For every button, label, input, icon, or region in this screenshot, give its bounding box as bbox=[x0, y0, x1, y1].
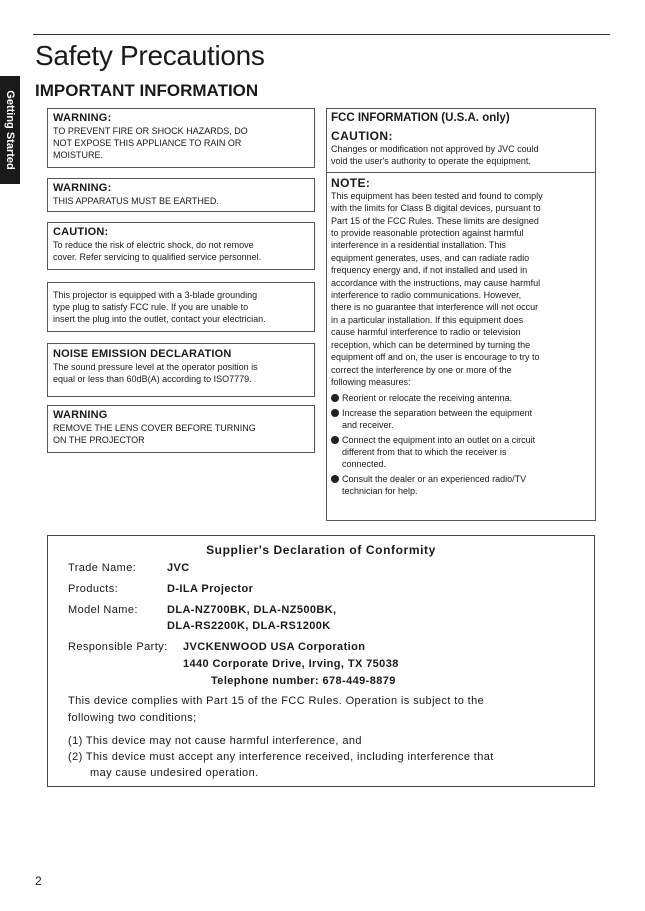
fcc-note-line: accordance with the instructions, may cause harmful bbox=[331, 277, 541, 288]
warning-box-line: NOT EXPOSE THIS APPLIANCE TO RAIN OR bbox=[53, 138, 242, 148]
warning-box-line: REMOVE THE LENS COVER BEFORE TURNING bbox=[53, 423, 256, 433]
supplier-declaration-box bbox=[47, 535, 595, 787]
caution-box-line: To reduce the risk of electric shock, do not remove bbox=[53, 240, 254, 250]
bullet-icon bbox=[331, 409, 339, 417]
model-name-label: Model Name: bbox=[68, 604, 138, 616]
list-item bbox=[331, 392, 591, 404]
fcc-note-line: following measures: bbox=[331, 376, 411, 387]
fcc-title: FCC INFORMATION (U.S.A. only) bbox=[331, 112, 510, 124]
model-name-value: DLA-RS2200K, DLA-RS1200K bbox=[167, 620, 331, 632]
caution-box-line: cover. Refer servicing to qualified service personnel. bbox=[53, 252, 262, 262]
caution-box-heading: CAUTION: bbox=[53, 226, 109, 238]
warning-box-line: THIS APPARATUS MUST BE EARTHED. bbox=[53, 196, 219, 206]
noise-emission-box bbox=[47, 343, 315, 397]
noise-emission-line: equal or less than 60dB(A) according to ISO7779. bbox=[53, 374, 252, 384]
model-name-value: DLA-NZ700BK, DLA-NZ500BK, bbox=[167, 604, 337, 616]
warning-box-heading: WARNING: bbox=[53, 112, 112, 124]
measure-line: technician for help. bbox=[342, 486, 418, 497]
fcc-note-line: to provide reasonable protection against harmful bbox=[331, 228, 524, 239]
noise-emission-line: The sound pressure level at the operator position is bbox=[53, 362, 258, 372]
bullet-icon bbox=[331, 436, 339, 444]
responsible-party-phone: Telephone number: 678-449-8879 bbox=[211, 675, 396, 687]
products-value: D-ILA Projector bbox=[167, 583, 254, 595]
trade-name-label: Trade Name: bbox=[68, 562, 137, 574]
top-rule bbox=[33, 34, 610, 35]
noise-emission-heading: NOISE EMISSION DECLARATION bbox=[53, 348, 232, 360]
responsible-party-label: Responsible Party: bbox=[68, 641, 168, 653]
page-number: 2 bbox=[35, 874, 42, 888]
caution-box-electric-shock bbox=[47, 222, 315, 270]
section-title: IMPORTANT INFORMATION bbox=[35, 81, 259, 100]
measure-line: Connect the equipment into an outlet on a circuit bbox=[342, 434, 536, 445]
grounding-plug-box bbox=[47, 282, 315, 332]
sdoc-title: Supplier's Declaration of Conformity bbox=[206, 543, 436, 557]
compliance-line: This device complies with Part 15 of the FCC Rules. Operation is subject to the bbox=[68, 695, 485, 707]
warning-box-line: ON THE PROJECTOR bbox=[53, 435, 145, 445]
fcc-note-line: equipment off and on, the user is encourage to try to bbox=[331, 352, 540, 363]
fcc-note-line: equipment generates, uses, and can radiate radio bbox=[331, 252, 530, 263]
grounding-plug-line: This projector is equipped with a 3-blade grounding bbox=[53, 290, 258, 300]
warning-box-heading: WARNING bbox=[53, 409, 108, 421]
fcc-caution-line: Changes or modification not approved by JVC could bbox=[331, 144, 539, 154]
measure-line: Reorient or relocate the receiving antenna. bbox=[342, 393, 513, 404]
responsible-party-value: JVCKENWOOD USA Corporation bbox=[183, 641, 366, 653]
warning-box-lens-cover bbox=[47, 405, 315, 453]
grounding-plug-line: insert the plug into the outlet, contact your electrician. bbox=[53, 314, 266, 324]
fcc-note-line: This equipment has been tested and found to comply bbox=[331, 190, 543, 201]
list-item bbox=[331, 473, 591, 498]
fcc-divider bbox=[327, 172, 595, 173]
measure-line: and receiver. bbox=[342, 420, 394, 431]
fcc-note-line: correct the interference by one or more of the bbox=[331, 364, 512, 375]
list-item bbox=[331, 434, 591, 471]
fcc-note-line: with the limits for Class B digital devices, pursuant to bbox=[331, 203, 541, 214]
fcc-measures-list bbox=[331, 392, 591, 497]
measure-line: Consult the dealer or an experienced radio/TV bbox=[342, 473, 527, 484]
fcc-information-box bbox=[326, 108, 596, 521]
condition-line: (2) This device must accept any interference received, including interference that bbox=[68, 751, 494, 763]
bullet-icon bbox=[331, 475, 339, 483]
compliance-line: following two conditions; bbox=[68, 712, 197, 724]
fcc-caution-heading: CAUTION: bbox=[331, 129, 393, 143]
products-label: Products: bbox=[68, 583, 119, 595]
fcc-note-line: there is no guarantee that interference will not occur bbox=[331, 302, 539, 313]
warning-box-fire bbox=[47, 108, 315, 168]
responsible-party-address: 1440 Corporate Drive, Irving, TX 75038 bbox=[183, 658, 399, 670]
grounding-plug-line: type plug to satisfy FCC rule. If you are unable to bbox=[53, 302, 249, 312]
warning-box-line: TO PREVENT FIRE OR SHOCK HAZARDS, DO bbox=[53, 126, 248, 136]
fcc-note-line: Part 15 of the FCC Rules. These limits are designed bbox=[331, 215, 539, 226]
measure-line: different from that to which the receiver is bbox=[342, 446, 507, 457]
warning-box-earthed bbox=[47, 178, 315, 212]
fcc-note-heading: NOTE: bbox=[331, 175, 371, 190]
fcc-note-line: in a particular installation. If this equipment does bbox=[331, 314, 524, 325]
condition-line: may cause undesired operation. bbox=[90, 767, 259, 779]
fcc-note-line: interference to radio communications. However, bbox=[331, 290, 522, 301]
fcc-note-line: interference in a residential installation. This bbox=[331, 240, 506, 251]
fcc-note-line: reception, which can be determined by turning the bbox=[331, 339, 531, 350]
list-item bbox=[331, 407, 591, 432]
fcc-caution-line: void the user's authority to operate the equipment. bbox=[331, 156, 531, 167]
side-tab bbox=[0, 76, 20, 184]
fcc-note-line: cause harmful interference to radio or television bbox=[331, 327, 521, 338]
measure-line: connected. bbox=[342, 459, 387, 470]
trade-name-value: JVC bbox=[167, 562, 190, 574]
bullet-icon bbox=[331, 394, 339, 402]
warning-box-line: MOISTURE. bbox=[53, 150, 104, 160]
condition-line: (1) This device may not cause harmful interference, and bbox=[68, 735, 362, 747]
side-tab-label: Getting Started bbox=[4, 90, 16, 170]
fcc-note-line: frequency energy and, if not installed and used in bbox=[331, 265, 528, 276]
warning-box-heading: WARNING: bbox=[53, 182, 112, 194]
measure-line: Increase the separation between the equipment bbox=[342, 407, 533, 418]
page-title: Safety Precautions bbox=[35, 40, 265, 71]
